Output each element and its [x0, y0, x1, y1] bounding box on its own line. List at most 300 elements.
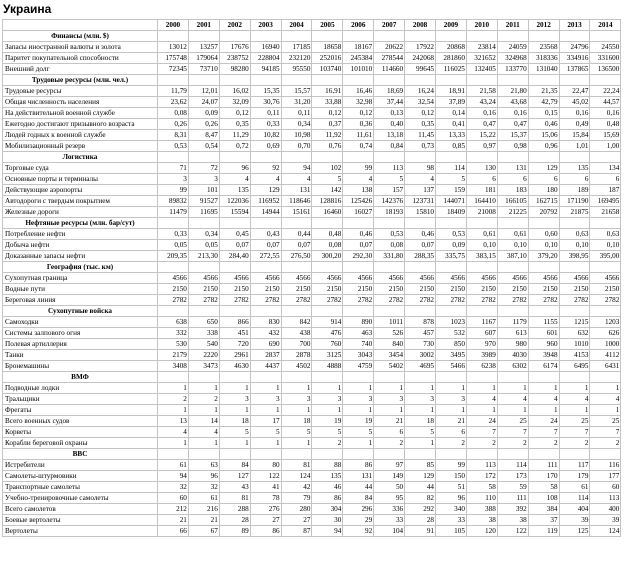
value-cell: 2 [466, 438, 497, 449]
value-cell: 2782 [374, 295, 405, 306]
value-cell: 0,16 [590, 108, 621, 119]
value-cell: 23,62 [158, 97, 189, 108]
value-cell: 6431 [590, 361, 621, 372]
row-label: Всего самолетов [3, 504, 158, 515]
value-cell: 6302 [497, 361, 528, 372]
value-cell: 94185 [250, 64, 281, 75]
value-cell: 700 [281, 339, 312, 350]
value-cell: 4566 [343, 273, 374, 284]
value-cell: 92 [250, 163, 281, 174]
empty-cell [250, 262, 281, 273]
value-cell: 51 [436, 482, 467, 493]
value-cell: 96 [188, 471, 219, 482]
value-cell: 730 [405, 339, 436, 350]
value-cell: 24550 [590, 42, 621, 53]
value-cell: 10,98 [281, 130, 312, 141]
value-cell: 1 [312, 383, 343, 394]
value-cell: 2150 [528, 284, 559, 295]
empty-cell [158, 31, 189, 42]
value-cell: 1 [188, 438, 219, 449]
value-cell: 113 [590, 493, 621, 504]
value-cell: 187 [590, 185, 621, 196]
table-row [3, 141, 621, 152]
table-row [3, 273, 621, 284]
value-cell: 71 [158, 163, 189, 174]
value-cell: 94 [312, 526, 343, 537]
year-header-cell: 2006 [343, 20, 374, 31]
empty-cell [436, 218, 467, 229]
value-cell: 5 [374, 174, 405, 185]
value-cell: 1 [188, 405, 219, 416]
value-cell: 5 [312, 427, 343, 438]
value-cell: 24059 [497, 42, 528, 53]
value-cell: 21875 [559, 207, 590, 218]
value-cell: 11,79 [158, 86, 189, 97]
value-cell: 135 [312, 471, 343, 482]
empty-cell [250, 31, 281, 42]
value-cell: 2150 [250, 284, 281, 295]
value-cell: 98 [405, 163, 436, 174]
value-cell: 3043 [343, 350, 374, 361]
value-cell: 321652 [466, 53, 497, 64]
value-cell: 451 [219, 328, 250, 339]
value-cell: 0,10 [528, 240, 559, 251]
row-label: Береговая линия [3, 295, 158, 306]
value-cell: 122 [250, 471, 281, 482]
value-cell: 16,91 [312, 86, 343, 97]
table-row [3, 438, 621, 449]
empty-cell [158, 262, 189, 273]
value-cell: 0,37 [312, 119, 343, 130]
row-label: Системы залпового огня [3, 328, 158, 339]
value-cell: 1,01 [559, 141, 590, 152]
value-cell: 4437 [250, 361, 281, 372]
value-cell: 0,33 [250, 119, 281, 130]
row-label: Транспортные самолеты [3, 482, 158, 493]
value-cell: 1 [158, 383, 189, 394]
value-cell: 135 [219, 185, 250, 196]
value-cell: 280 [281, 504, 312, 515]
value-cell: 133770 [497, 64, 528, 75]
empty-cell [343, 306, 374, 317]
value-cell: 2782 [158, 295, 189, 306]
value-cell: 15,06 [528, 130, 559, 141]
row-label: Бронемашины [3, 361, 158, 372]
value-cell: 878 [405, 317, 436, 328]
value-cell: 0,74 [343, 141, 374, 152]
table-row [3, 97, 621, 108]
value-cell: 15,35 [250, 86, 281, 97]
value-cell: 242068 [405, 53, 436, 64]
value-cell: 39 [590, 515, 621, 526]
value-cell: 1 [436, 405, 467, 416]
value-cell: 7 [497, 427, 528, 438]
empty-cell [590, 449, 621, 460]
value-cell: 129 [528, 163, 559, 174]
value-cell: 15594 [219, 207, 250, 218]
value-cell: 19 [312, 416, 343, 427]
value-cell: 4566 [405, 273, 436, 284]
empty-cell [497, 152, 528, 163]
value-cell: 281860 [436, 53, 467, 64]
value-cell: 1203 [590, 317, 621, 328]
empty-cell [281, 218, 312, 229]
value-cell: 335,75 [436, 251, 467, 262]
value-cell: 97 [374, 460, 405, 471]
value-cell: 116 [590, 460, 621, 471]
value-cell: 172 [466, 471, 497, 482]
value-cell: 25 [590, 416, 621, 427]
empty-cell [188, 372, 219, 383]
value-cell: 38 [466, 515, 497, 526]
value-cell: 228804 [250, 53, 281, 64]
value-cell: 149 [374, 471, 405, 482]
value-cell: 2 [188, 394, 219, 405]
value-cell: 0,10 [590, 240, 621, 251]
value-cell: 142 [312, 185, 343, 196]
value-cell: 1023 [436, 317, 467, 328]
value-cell: 181 [466, 185, 497, 196]
value-cell: 2961 [219, 350, 250, 361]
value-cell: 1 [312, 405, 343, 416]
value-cell: 288,35 [405, 251, 436, 262]
value-cell: 0,40 [374, 119, 405, 130]
year-header-cell: 2009 [436, 20, 467, 31]
value-cell: 2782 [250, 295, 281, 306]
value-cell: 183 [497, 185, 528, 196]
value-cell: 15,22 [466, 130, 497, 141]
value-cell: 128816 [312, 196, 343, 207]
empty-cell [219, 218, 250, 229]
empty-cell [188, 31, 219, 42]
value-cell: 4888 [312, 361, 343, 372]
empty-cell [405, 218, 436, 229]
section-header-row [3, 449, 621, 460]
value-cell: 21 [158, 515, 189, 526]
empty-cell [405, 152, 436, 163]
empty-cell [559, 306, 590, 317]
value-cell: 0,16 [497, 108, 528, 119]
value-cell: 4 [158, 427, 189, 438]
value-cell: 0,08 [312, 240, 343, 251]
value-cell: 131 [343, 471, 374, 482]
value-cell: 331,80 [374, 251, 405, 262]
value-cell: 179064 [188, 53, 219, 64]
value-cell: 0,73 [405, 141, 436, 152]
row-label: Основные порты и терминалы [3, 174, 158, 185]
value-cell: 3 [312, 394, 343, 405]
value-cell: 20868 [436, 42, 467, 53]
empty-cell [158, 152, 189, 163]
value-cell: 67 [188, 526, 219, 537]
value-cell: 1 [250, 383, 281, 394]
value-cell: 0,12 [343, 108, 374, 119]
value-cell: 114 [436, 163, 467, 174]
value-cell: 1 [405, 383, 436, 394]
value-cell: 476 [312, 328, 343, 339]
empty-cell [343, 218, 374, 229]
value-cell: 113 [466, 460, 497, 471]
value-cell: 16,24 [405, 86, 436, 97]
empty-cell [405, 31, 436, 42]
value-cell: 7 [590, 427, 621, 438]
value-cell: 0,11 [281, 108, 312, 119]
value-cell: 16027 [343, 207, 374, 218]
value-cell: 4630 [219, 361, 250, 372]
value-cell: 0,69 [250, 141, 281, 152]
table-row [3, 427, 621, 438]
empty-cell [405, 75, 436, 86]
row-label: Боевые вертолеты [3, 515, 158, 526]
value-cell: 32,98 [343, 97, 374, 108]
row-label: Учебно-тренировочные самолеты [3, 493, 158, 504]
value-cell: 22,47 [559, 86, 590, 97]
value-cell: 1 [250, 438, 281, 449]
table-row [3, 394, 621, 405]
table-row [3, 295, 621, 306]
value-cell: 5 [281, 427, 312, 438]
value-cell: 4566 [219, 273, 250, 284]
value-cell: 137 [405, 185, 436, 196]
value-cell: 37,44 [374, 97, 405, 108]
value-cell: 5466 [436, 361, 467, 372]
table-row [3, 196, 621, 207]
row-label: Вертолеты [3, 526, 158, 537]
value-cell: 3948 [528, 350, 559, 361]
value-cell: 61 [559, 482, 590, 493]
value-cell: 45,02 [559, 97, 590, 108]
value-cell: 3 [158, 174, 189, 185]
value-cell: 15,69 [590, 130, 621, 141]
value-cell: 2150 [158, 284, 189, 295]
row-label: Общая численность населения [3, 97, 158, 108]
value-cell: 2150 [343, 284, 374, 295]
value-cell: 0,10 [497, 240, 528, 251]
value-cell: 3 [188, 174, 219, 185]
value-cell: 395,00 [590, 251, 621, 262]
empty-cell [281, 31, 312, 42]
value-cell: 72345 [158, 64, 189, 75]
value-cell: 122 [497, 526, 528, 537]
empty-cell [497, 75, 528, 86]
value-cell: 383,15 [466, 251, 497, 262]
empty-cell [405, 306, 436, 317]
value-cell: 2150 [281, 284, 312, 295]
value-cell: 379,20 [528, 251, 559, 262]
section-header-row [3, 372, 621, 383]
value-cell: 60 [158, 493, 189, 504]
value-cell: 23568 [528, 42, 559, 53]
value-cell: 340 [436, 504, 467, 515]
value-cell: 28 [219, 515, 250, 526]
row-label: Торговые суда [3, 163, 158, 174]
empty-cell [188, 152, 219, 163]
value-cell: 11,61 [343, 130, 374, 141]
value-cell: 123731 [405, 196, 436, 207]
value-cell: 6174 [528, 361, 559, 372]
page-title: Украина [3, 2, 52, 16]
value-cell: 0,36 [343, 119, 374, 130]
table-row [3, 86, 621, 97]
value-cell: 18 [405, 416, 436, 427]
value-cell: 2837 [250, 350, 281, 361]
value-cell: 300,20 [312, 251, 343, 262]
value-cell: 1 [281, 438, 312, 449]
value-cell: 4 [497, 394, 528, 405]
empty-cell [250, 218, 281, 229]
row-label: Корветы [3, 427, 158, 438]
value-cell: 840 [374, 339, 405, 350]
value-cell: 15,57 [281, 86, 312, 97]
value-cell: 86 [312, 493, 343, 504]
value-cell: 101 [188, 185, 219, 196]
value-cell: 1 [343, 438, 374, 449]
value-cell: 0,10 [466, 240, 497, 251]
section-title: Трудовые ресурсы (млн. чел.) [3, 75, 158, 86]
value-cell: 0,33 [158, 229, 189, 240]
value-cell: 4 [559, 394, 590, 405]
value-cell: 334916 [559, 53, 590, 64]
value-cell: 131040 [528, 64, 559, 75]
value-cell: 110 [466, 493, 497, 504]
table-row [3, 328, 621, 339]
value-cell: 2782 [219, 295, 250, 306]
value-cell: 0,13 [374, 108, 405, 119]
value-cell: 4 [250, 174, 281, 185]
empty-cell [559, 31, 590, 42]
value-cell: 2782 [405, 295, 436, 306]
value-cell: 44 [343, 482, 374, 493]
value-cell: 94 [281, 163, 312, 174]
empty-cell [590, 372, 621, 383]
value-cell: 131 [497, 163, 528, 174]
empty-cell [405, 372, 436, 383]
value-cell: 0,26 [158, 119, 189, 130]
value-cell: 16,46 [343, 86, 374, 97]
empty-cell [219, 75, 250, 86]
value-cell: 0,46 [343, 229, 374, 240]
value-cell: 99 [158, 185, 189, 196]
value-cell: 135 [559, 163, 590, 174]
value-cell: 18,69 [374, 86, 405, 97]
value-cell: 0,35 [219, 119, 250, 130]
value-cell: 2 [158, 394, 189, 405]
value-cell: 38 [497, 515, 528, 526]
row-label: Тральщики [3, 394, 158, 405]
value-cell: 2179 [158, 350, 189, 361]
value-cell: 2 [312, 438, 343, 449]
value-cell: 0,07 [405, 240, 436, 251]
value-cell: 4 [590, 394, 621, 405]
row-label: Потребление нефти [3, 229, 158, 240]
header-blank-cell [3, 20, 158, 31]
value-cell: 92 [343, 526, 374, 537]
value-cell: 5 [312, 174, 343, 185]
value-cell: 0,53 [158, 141, 189, 152]
empty-cell [374, 75, 405, 86]
table-row [3, 339, 621, 350]
value-cell: 18,91 [436, 86, 467, 97]
value-cell: 650 [188, 317, 219, 328]
row-label: Самолеты-штурмовики [3, 471, 158, 482]
value-cell: 6 [436, 427, 467, 438]
value-cell: 111 [528, 460, 559, 471]
value-cell: 4502 [281, 361, 312, 372]
row-label: Мобилизационный резерв [3, 141, 158, 152]
row-label: Всего военных судов [3, 416, 158, 427]
value-cell: 129 [405, 471, 436, 482]
value-cell: 0,05 [158, 240, 189, 251]
value-cell: 0,46 [405, 229, 436, 240]
value-cell: 88 [312, 460, 343, 471]
section-title: Логистика [3, 152, 158, 163]
value-cell: 398,95 [559, 251, 590, 262]
empty-cell [312, 449, 343, 460]
empty-cell [158, 218, 189, 229]
value-cell: 114 [497, 460, 528, 471]
value-cell: 14944 [250, 207, 281, 218]
empty-cell [219, 152, 250, 163]
empty-cell [158, 75, 189, 86]
value-cell: 136500 [590, 64, 621, 75]
value-cell: 0,70 [281, 141, 312, 152]
value-cell: 4566 [312, 273, 343, 284]
value-cell: 304 [312, 504, 343, 515]
table-row [3, 240, 621, 251]
year-header-cell: 2012 [528, 20, 559, 31]
value-cell: 87 [281, 526, 312, 537]
value-cell: 0,45 [219, 229, 250, 240]
value-cell: 0,12 [405, 108, 436, 119]
empty-cell [436, 306, 467, 317]
value-cell: 866 [219, 317, 250, 328]
year-header-cell: 2000 [158, 20, 189, 31]
value-cell: 1 [158, 405, 189, 416]
value-cell: 22,24 [590, 86, 621, 97]
value-cell: 2150 [188, 284, 219, 295]
value-cell: 43 [219, 482, 250, 493]
table-row [3, 504, 621, 515]
value-cell: 144071 [436, 196, 467, 207]
value-cell: 1 [281, 383, 312, 394]
value-cell: 72 [188, 163, 219, 174]
value-cell: 0,15 [528, 108, 559, 119]
value-cell: 0,10 [559, 240, 590, 251]
value-cell: 13012 [158, 42, 189, 53]
value-cell: 338 [188, 328, 219, 339]
empty-cell [219, 262, 250, 273]
section-title: Финансы (млн. $) [3, 31, 158, 42]
year-header-cell: 2001 [188, 20, 219, 31]
empty-cell [559, 218, 590, 229]
value-cell: 3473 [188, 361, 219, 372]
value-cell: 81 [281, 460, 312, 471]
empty-cell [405, 449, 436, 460]
value-cell: 0,63 [590, 229, 621, 240]
value-cell: 2150 [219, 284, 250, 295]
value-cell: 11,29 [219, 130, 250, 141]
value-cell: 0,76 [312, 141, 343, 152]
empty-cell [188, 449, 219, 460]
value-cell: 213,30 [188, 251, 219, 262]
value-cell: 108 [528, 493, 559, 504]
value-cell: 601 [528, 328, 559, 339]
value-cell: 6238 [466, 361, 497, 372]
year-header-row [3, 20, 621, 31]
value-cell: 23814 [466, 42, 497, 53]
value-cell: 0,53 [436, 229, 467, 240]
value-cell: 1 [374, 383, 405, 394]
